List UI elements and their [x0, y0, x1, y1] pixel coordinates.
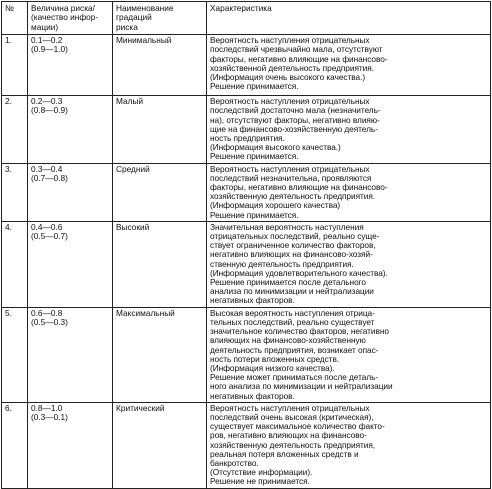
table-row: [2, 402, 491, 488]
row-number: 3.: [2, 163, 28, 221]
info-quality-range: (0.3—0.1): [31, 411, 68, 422]
risk-value-cell: [28, 307, 113, 402]
description-line: реальная потеря вложенных средств и: [210, 448, 359, 459]
row-number: 6.: [2, 402, 28, 488]
risk-range: 0.4—0.6: [31, 221, 63, 232]
description-line: хозяйственной деятельность предприятия.: [210, 62, 374, 73]
risk-value-cell: [28, 163, 113, 221]
description-line: Решение принимается после детального: [210, 277, 366, 288]
description-line: ственную деятельность предприятия.: [210, 258, 354, 269]
description-line: Вероятность наступления отрицательных: [210, 96, 370, 107]
description-cell: [207, 35, 491, 96]
row-number: 5.: [2, 307, 28, 402]
risk-value-cell: [28, 35, 113, 96]
header-number: №: [2, 2, 28, 35]
description-line: существует максимальное количество факто-: [210, 421, 385, 432]
gradation-name: Средний: [113, 163, 207, 221]
risk-value-cell: [28, 402, 113, 488]
description-line: (Информация хорошего качества): [210, 200, 341, 211]
description-line: хозяйственную деятельность предприятия,: [210, 439, 376, 450]
risk-range: 0.3—0.4: [31, 163, 63, 174]
description-line: факторы, негативно влияющие на финансово-: [210, 182, 388, 193]
table-row: [2, 35, 491, 96]
description-line: влияющих на финансово-хозяйственную: [210, 335, 366, 346]
header-risk-value-line: мации): [31, 21, 59, 32]
description-line: (Отсутствие информации).: [210, 467, 313, 478]
table-row: [2, 96, 491, 163]
description-line: деятельность предприятия, возникает опас-: [210, 344, 379, 355]
description-line: Решение принимается.: [210, 151, 299, 162]
description-line: ствует ограниченное количество факторов,: [210, 240, 376, 251]
description-line: Решение принимается.: [210, 81, 299, 92]
description-line: щие на финансово-хозяйственную деятель-: [210, 123, 378, 134]
header-risk-value-line: (качество инфор-: [31, 12, 99, 23]
description-line: Значительная вероятность наступления: [210, 221, 364, 232]
description-line: последствий очень высокая (критическая),: [210, 411, 374, 422]
description-line: хозяйственную деятельность предприятия.: [210, 191, 376, 202]
description-line: значительное количество факторов, негативно: [210, 326, 389, 337]
description-line: (Информация низкого качества).: [210, 362, 335, 373]
table-row: [2, 307, 491, 402]
description-line: негативных факторов.: [210, 295, 295, 306]
row-number: 4.: [2, 221, 28, 307]
info-quality-range: (0.5—0.7): [31, 231, 68, 242]
description-cell: [207, 402, 491, 488]
header-description: Характеристика: [207, 2, 491, 35]
description-line: негативно влияющих на финансово-хозяй-: [210, 249, 373, 260]
description-line: факторы, негативно влияющие на финансово-: [210, 53, 388, 64]
header-gradation-name: [113, 2, 207, 35]
gradation-name: Малый: [113, 96, 207, 163]
description-line: негативных факторов.: [210, 390, 295, 401]
description-cell: [207, 307, 491, 402]
header-risk-value: [28, 2, 113, 35]
risk-value-cell: [28, 96, 113, 163]
info-quality-range: (0.5—0.3): [31, 316, 68, 327]
description-line: ров, негативно влияющих на финансово-: [210, 430, 367, 441]
info-quality-range: (0.9—1.0): [31, 44, 68, 55]
risk-range: 0.8—1.0: [31, 402, 63, 413]
description-cell: [207, 96, 491, 163]
description-line: (Информация высокого качества.): [210, 142, 341, 153]
table-header-row: [2, 2, 491, 35]
description-line: (Информация очень высокого качества.): [210, 72, 366, 83]
header-gradation-line: градаций: [116, 12, 152, 23]
info-quality-range: (0.7—0.8): [31, 172, 68, 183]
table-row: [2, 221, 491, 307]
gradation-name: Максимальный: [113, 307, 207, 402]
description-line: ность потери вложенных средств.: [210, 353, 340, 364]
description-line: банкротство.: [210, 457, 259, 468]
description-line: ного анализа по минимизации и нейтрализации: [210, 381, 393, 392]
description-line: анализа по минимизации и нейтрализации: [210, 286, 374, 297]
table-row: [2, 163, 491, 221]
risk-range: 0.6—0.8: [31, 307, 63, 318]
gradation-name: Минимальный: [113, 35, 207, 96]
gradation-name: Критический: [113, 402, 207, 488]
gradation-name: Высокий: [113, 221, 207, 307]
description-line: Высокая вероятность наступления отрица-: [210, 307, 375, 318]
description-line: последствий достаточно мала (незначитель-: [210, 105, 381, 116]
description-cell: [207, 221, 491, 307]
risk-gradation-table: [1, 1, 491, 489]
description-line: Вероятность наступления отрицательных: [210, 35, 370, 46]
description-line: Вероятность наступления отрицательных: [210, 402, 370, 413]
description-line: (Информация удовлетворительного качества).: [210, 267, 388, 278]
risk-range: 0.2—0.3: [31, 96, 63, 107]
description-line: Вероятность наступления отрицательных: [210, 163, 370, 174]
description-line: последствий незначительна, проявляются: [210, 172, 372, 183]
row-number: 1.: [2, 35, 28, 96]
info-quality-range: (0.8—0.9): [31, 105, 68, 116]
description-cell: [207, 163, 491, 221]
description-line: тельных последствий, реально существует: [210, 316, 375, 327]
risk-range: 0.1—0.2: [31, 35, 63, 46]
description-line: Решение не принимается.: [210, 476, 310, 487]
header-risk-value-line: Величина риска/: [31, 3, 95, 13]
description-line: Решение принимается.: [210, 209, 299, 220]
description-line: на), отсутствуют факторы, негативно влияю-: [210, 114, 380, 125]
row-number: 2.: [2, 96, 28, 163]
description-line: ность предприятия.: [210, 133, 285, 144]
header-gradation-line: Наименование: [116, 3, 174, 13]
risk-value-cell: [28, 221, 113, 307]
description-line: Решение может приниматься после деталь-: [210, 372, 379, 383]
header-gradation-line: риска: [116, 21, 138, 32]
description-line: последствий чрезвычайно мала, отсутствуют: [210, 44, 383, 55]
description-line: отрицательных последствий, реально суще-: [210, 231, 380, 242]
